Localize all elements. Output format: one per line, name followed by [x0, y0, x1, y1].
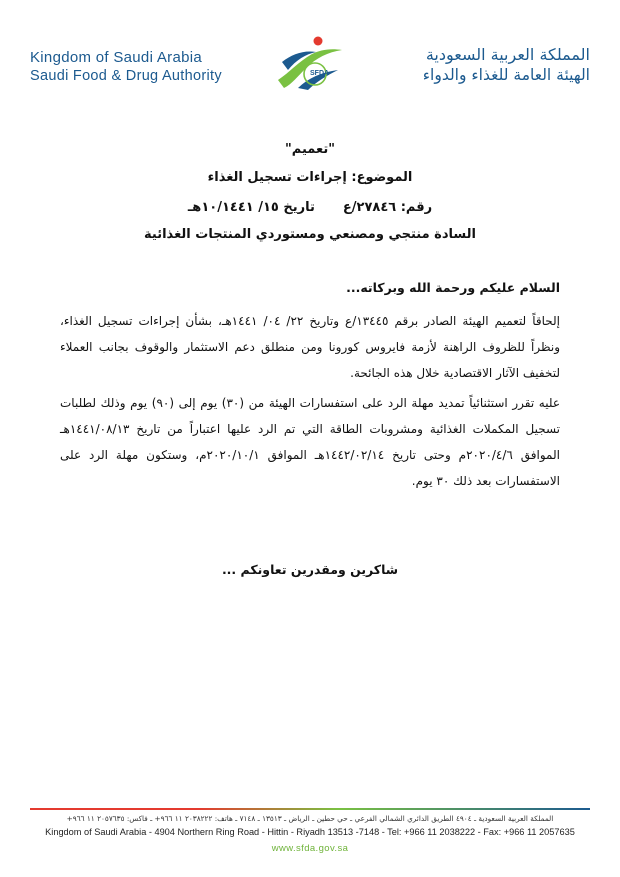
paragraph-2: عليه تقرر استثنائياً تمديد مهلة الرد على استفسارات الهيئة من (٣٠) يوم إلى (٩٠) يوم وذلك لطلبات تسجيل المكملات الغذائية ومشروبات الطاقة التي تم الرد عليها اعتباراً من تاريخ ١٤٤١/٠٨/١٣هـ الموافق ٢٠٢٠/٤/٦م وحتى تاريخ ١٤٤٢/٠٢/١٤هـ الموافق ٢٠٢٠/١٠/١م، وستكون مهلة الرد على الاستفسارات بعد ذلك ٣٠ يوم.: [60, 396, 560, 488]
reference-number: رقم: ٢٧٨٤٦/ع: [342, 200, 433, 215]
addressee-line: السادة منتجي ومصنعي ومستوردي المنتجات الغذائية: [144, 227, 476, 242]
header-ar-line1: المملكة العربية السعودية: [425, 45, 590, 64]
footer-website-link[interactable]: www.sfda.gov.sa: [271, 843, 349, 854]
greeting: السلام عليكم ورحمة الله وبركاته...: [346, 280, 560, 295]
header-ar-line2: الهيئة العامة للغذاء والدواء: [422, 66, 590, 84]
sfda-logo-icon: [268, 32, 352, 94]
footer-divider: [30, 808, 590, 810]
header-arabic: [360, 44, 590, 86]
header-en-line2: Saudi Food & Drug Authority: [30, 68, 222, 84]
header-en-line1: Kingdom of Saudi Arabia: [30, 49, 203, 66]
paragraph-1: إلحاقاً لتعميم الهيئة الصادر برقم ١٣٤٤٥/ع وتاريخ ٢٢/ ٠٤/ ١٤٤١هـ، بشأن إجراءات تسجيل الغذاء، ونظراً للظروف الراهنة لأزمة فايروس كورونا ومن منطلق دعم الاستثمار والوقوف بجانب العملاء لتخفيف الآثار الاقتصادية خلال هذه الجائحة.: [60, 314, 561, 380]
reference-line: [60, 200, 560, 215]
reference-date: تاريخ ١٥/ ١٠/١٤٤١هـ: [187, 200, 315, 215]
footer-address-english: Kingdom of Saudi Arabia - 4904 Northern Ring Road - Hittin - Riyadh 13513 -7148 - Tel: +966 11 2038222 - Fax: +966 11 2057635: [45, 827, 575, 837]
closing-line: شاكرين ومقدرين تعاونكم ...: [221, 562, 399, 577]
header-english: [30, 48, 260, 86]
sfda-logo-text: SFDA: [310, 70, 330, 77]
footer-address-arabic: المملكة العربية السعودية ـ ٤٩٠٤ الطريق الدائري الشمالي الفرعي ـ حي حطين ـ الرياض ـ ١٣٥١٣ ـ ٧١٤٨ ـ هاتف: ٢٠٣٨٢٢٢ ١١ ٩٦٦+ ـ فاكس: ٢٠٥٧٦٣٥ ١١ ٩٦٦+: [66, 814, 554, 823]
subject-line: الموضوع: إجراءات تسجيل الغذاء: [207, 170, 413, 185]
memo-label: "تعميم": [285, 142, 335, 157]
